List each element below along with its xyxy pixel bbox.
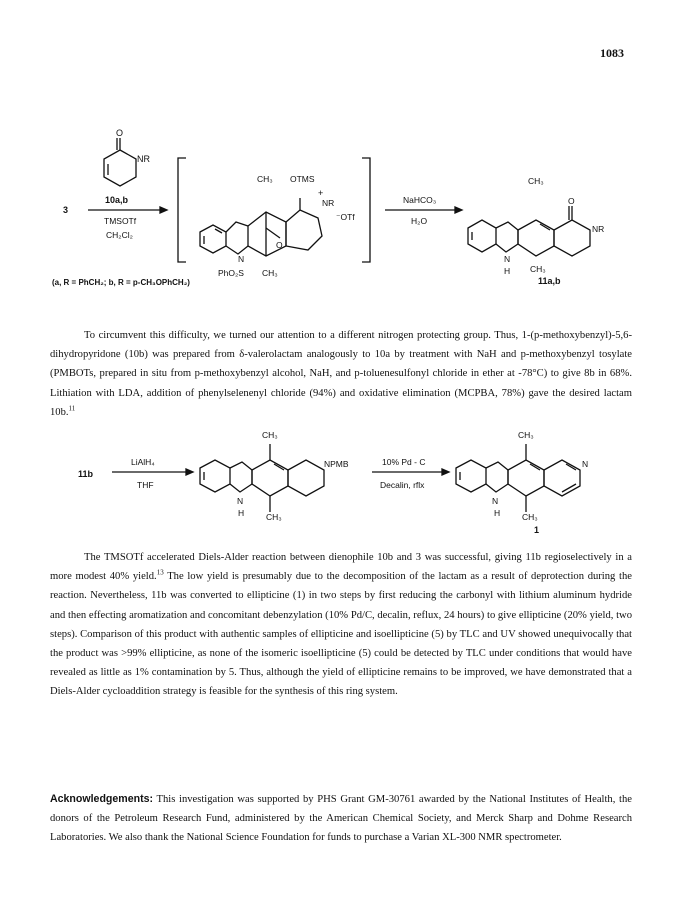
- prod2-ch3-bottom: CH₃: [522, 512, 538, 522]
- bracket-right: [362, 158, 370, 262]
- ref-13: 13: [156, 568, 164, 577]
- scheme-footnote: (a, R = PhCH₂; b, R = p-CH₃OPhCH₂): [52, 278, 190, 287]
- paragraph-1: [50, 326, 632, 422]
- start-atom-o: O: [116, 128, 124, 138]
- mid-ch3-bottom: CH₃: [266, 512, 282, 522]
- int-o: O: [276, 240, 283, 250]
- ellipticine-label: 1: [534, 525, 540, 535]
- paragraph-2: [50, 548, 632, 702]
- start-atom-nr: NR: [137, 154, 150, 164]
- int-phso2: PhO₂S: [218, 268, 244, 278]
- paragraph-2-text-b: The low yield is presumably due to the decomposition of the lactam as a result of deprotection during the reaction. Nevertheless, 11b was converted to ellipticine (1) in two steps by first reducing the carbonyl with lithium aluminum hydride and then effecting aromatization and concomitant debenzylation (10% Pd/C, decalin, reflux, 24 hours) to give ellipticine (20% yield, two steps). Comparison of this product with authentic samples of ellipticine and isoellipticine (5) by TLC and UV showed unequivocally that the product was >99% ellipticine, as none of the isomeric isoellipticine (5) could be detected by TLC under conditions that would have revealed as little as 1% contamination by 5. Thus, although the yield of ellipticine remains to be improved, we have demonstrated that a Diels-Alder cycloaddition strategy is feasible for the synthesis of this ring system.: [50, 571, 632, 698]
- int-nr: NR: [322, 198, 335, 208]
- cond-pdc: 10% Pd - C: [382, 457, 426, 467]
- ack-label: Acknowledgements:: [50, 793, 154, 805]
- mid-n: N: [237, 496, 244, 506]
- paragraph-1-text: To circumvent this difficulty, we turned our attention to a different nitrogen protecting group. Thus, 1-(p-methoxybenzyl)-5,6-dihydropyridone (10b) was prepared from δ-valerolactam analogously to 10a by treatment with NaH and p-methoxybenzyl tosylate (PMBOTs, prepared in situ from p-methoxybenzyl alcohol, NaH, and p-toluenesulfonyl chloride in ether at -78°C) to give 8b in 68%. Lithiation with LDA, addition of phenylselenenyl chloride (94%) and oxidative elimination (MCPBA, 78%) gave the desired lactam 10b.: [50, 330, 632, 418]
- int-otms: OTMS: [290, 174, 315, 184]
- prod-o: O: [568, 196, 575, 206]
- int-otf: ⁻OTf: [336, 212, 355, 222]
- prod2-h: H: [494, 508, 501, 518]
- page-number: 1083: [600, 46, 624, 60]
- mid-npmb: NPMB: [324, 459, 349, 469]
- cond-thf: THF: [137, 480, 154, 490]
- dihydropyridone-ring: [104, 150, 136, 186]
- reaction-scheme-1: [0, 0, 675, 300]
- int-ch3-bottom: CH₃: [262, 268, 278, 278]
- prod2-n-pyr: N: [582, 459, 589, 469]
- mid-ch3-top: CH₃: [262, 430, 278, 440]
- cond-h2o: H₂O: [411, 216, 428, 226]
- prod-nr: NR: [592, 224, 605, 234]
- cond-tmsotf: TMSOTf: [104, 216, 137, 226]
- prod-ch3-bottom: CH₃: [530, 264, 546, 274]
- paragraph-2-text-a: The TMSOTf accelerated Diels-Alder reaction between dienophile 10b and 3 was successful, giving 11b regioselectively in a more modest 40% yield.: [50, 552, 632, 583]
- int-n: N: [238, 254, 245, 264]
- prod-h: H: [504, 266, 511, 276]
- reaction-scheme-2: [0, 420, 675, 550]
- int-plus: +: [318, 188, 324, 198]
- product-label: 11a,b: [538, 276, 561, 286]
- cond-nahco3: NaHCO₃: [403, 195, 437, 205]
- ref-11: 11: [68, 404, 76, 413]
- bracket-left: [178, 158, 186, 262]
- reagent-3: 3: [63, 205, 69, 215]
- mid-h: H: [238, 508, 245, 518]
- prod-n: N: [504, 254, 511, 264]
- prod-ch3-top: CH₃: [528, 176, 544, 186]
- acknowledgements: [50, 790, 632, 848]
- int-ch3-top: CH₃: [257, 174, 273, 184]
- start-label: 10a,b: [105, 195, 129, 205]
- label-11b: 11b: [78, 469, 94, 479]
- prod2-ch3-top: CH₃: [518, 430, 534, 440]
- cond-decalin: Decalin, rflx: [380, 480, 425, 490]
- ack-text: This investigation was supported by PHS Grant GM-30761 awarded by the National Institutes of Health, the donors of the Petroleum Research Fund, administered by the American Chemical Society, and Merck Sharp and Dohme Research Laboratories. We also thank the National Science Foundation for funds to purchase a Varian XL-300 NMR spectrometer.: [50, 794, 632, 844]
- prod2-n: N: [492, 496, 499, 506]
- cond-ch2cl2: CH₂Cl₂: [106, 230, 133, 240]
- cond-lialh4: LiAlH₄: [131, 457, 155, 467]
